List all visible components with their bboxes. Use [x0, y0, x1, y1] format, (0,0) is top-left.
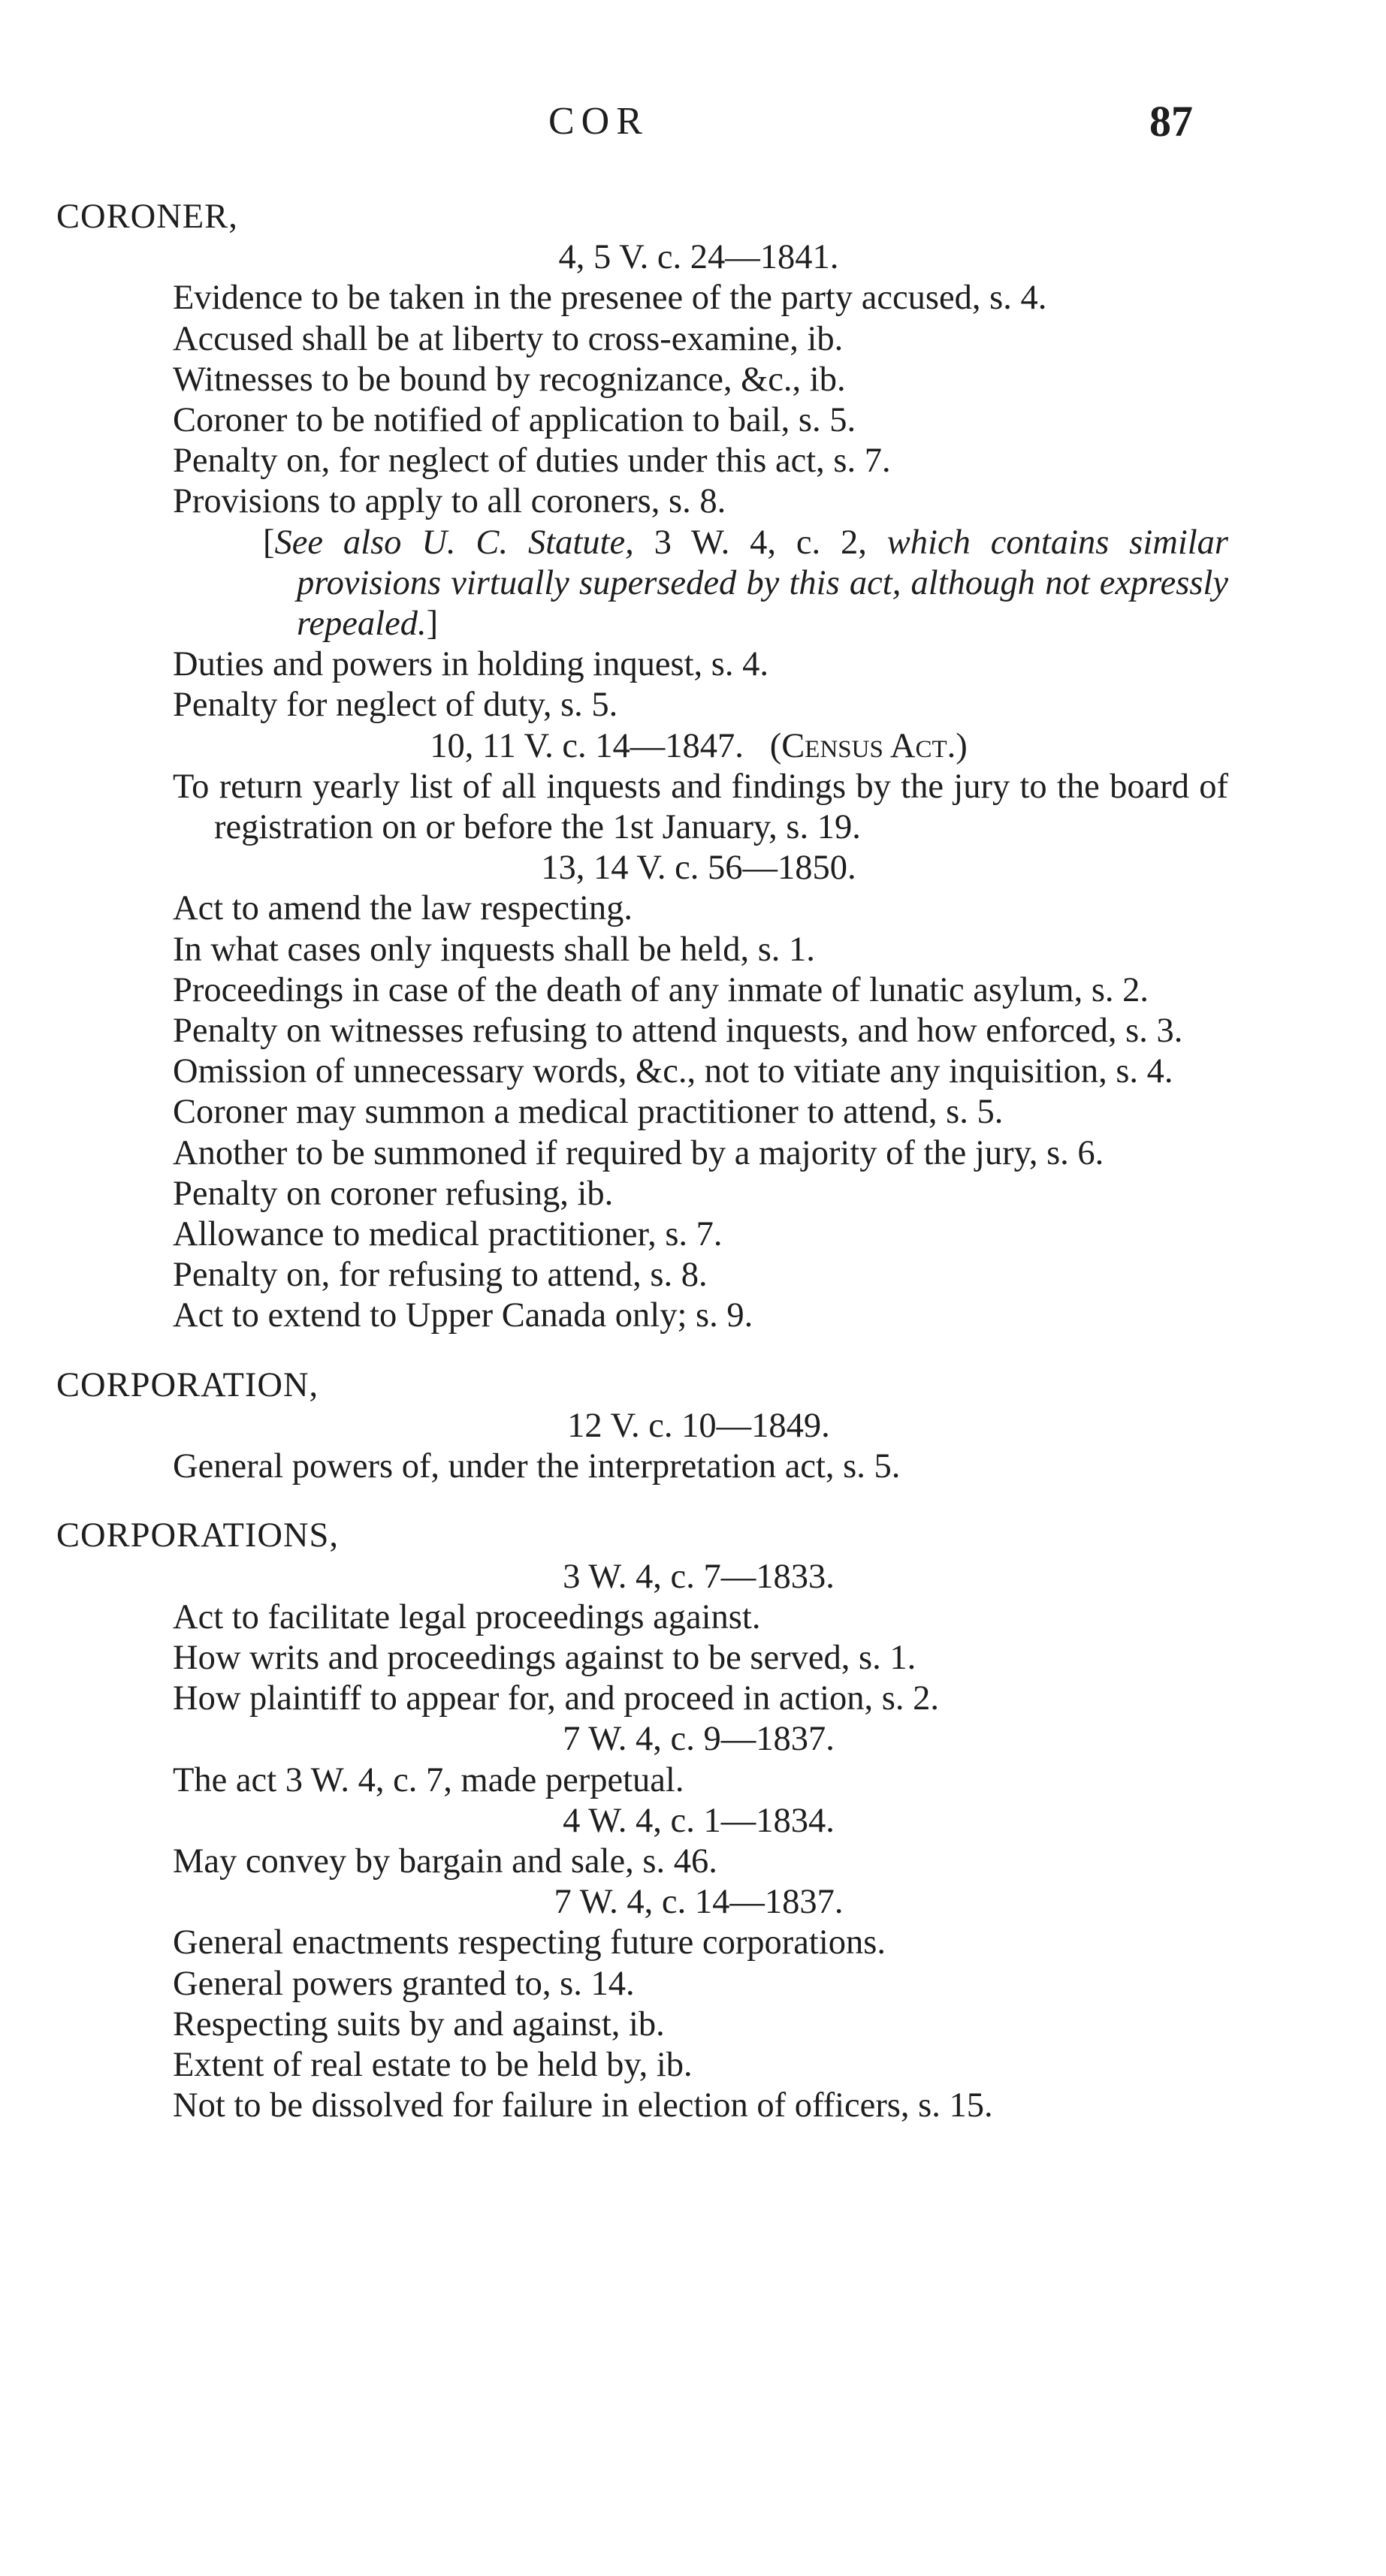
page-number: 87	[1149, 97, 1193, 146]
index-entry: In what cases only inquests shall be held, s. 1.	[173, 930, 815, 969]
index-entry: Provisions to apply to all coroners, s. 8.	[173, 482, 726, 521]
index-entry: Allowance to medical practitioner, s. 7.	[173, 1215, 723, 1254]
index-entry: Penalty for neglect of duty, s. 5.	[173, 686, 618, 725]
act-citation: 12 V. c. 10—1849.	[567, 1406, 830, 1445]
index-entry: How plaintiff to appear for, and proceed in action, s. 2.	[173, 1679, 939, 1718]
index-entry: General powers granted to, s. 14.	[173, 1964, 635, 2003]
index-entry: Accused shall be at liberty to cross-examine, ib.	[173, 319, 844, 358]
index-entry: Respecting suits by and against, ib.	[173, 2004, 665, 2044]
editorial-note	[56, 523, 1228, 645]
section-heading: CORPORATIONS,	[56, 1516, 340, 1555]
index-entry: Penalty on, for refusing to attend, s. 8.	[173, 1256, 708, 1295]
index-entry: How writs and proceedings against to be served, s. 1.	[173, 1638, 916, 1677]
note-see-also: See also U. C. Statute,	[274, 523, 634, 562]
act-citation: 13, 14 V. c. 56—1850.	[541, 849, 856, 888]
index-entry: General powers of, under the interpretation act, s. 5.	[173, 1447, 901, 1486]
index-section-corporation	[56, 1365, 1228, 1488]
act-citation	[56, 726, 1228, 767]
act-citation: 7 W. 4, c. 14—1837.	[554, 1883, 844, 1922]
index-entry: General enactments respecting future corporations.	[173, 1923, 886, 1962]
index-entry: Not to be dissolved for failure in election of officers, s. 15.	[173, 2086, 993, 2125]
note-close-bracket: ]	[426, 605, 439, 644]
index-entry: Penalty on, for neglect of duties under this act, s. 7.	[173, 442, 891, 481]
act-citation: 3 W. 4, c. 7—1833.	[563, 1557, 835, 1596]
index-entry: Act to extend to Upper Canada only; s. 9.	[173, 1296, 753, 1335]
note-citation: 3 W. 4, c. 2,	[654, 523, 867, 562]
index-entry: The act 3 W. 4, c. 7, made perpetual.	[173, 1760, 684, 1799]
act-citation: 4 W. 4, c. 1—1834.	[563, 1801, 835, 1840]
index-entry: Duties and powers in holding inquest, s. 4.	[173, 645, 769, 684]
index-entry: Omission of unnecessary words, &c., not to vitiate any inquisition, s. 4.	[173, 1052, 1173, 1091]
index-entry: Proceedings in case of the death of any inmate of lunatic asylum, s. 2.	[173, 970, 1149, 1009]
index-section-coroner	[56, 197, 1228, 1337]
index-entry: Witnesses to be bound by recognizance, &c., ib.	[173, 360, 846, 399]
running-head: COR	[548, 100, 649, 143]
page-header	[0, 90, 1386, 158]
index-entry: Coroner may summon a medical practitioner to attend, s. 5.	[173, 1093, 1004, 1132]
note-open-bracket: [	[263, 523, 275, 562]
index-entry: Another to be summoned if required by a majority of the jury, s. 6.	[173, 1133, 1104, 1172]
index-section-corporations	[56, 1516, 1228, 2126]
act-citation: 7 W. 4, c. 9—1837.	[563, 1720, 835, 1759]
index-entry: Act to facilitate legal proceedings against.	[173, 1597, 761, 1636]
index-entry: Extent of real estate to be held by, ib.	[173, 2045, 693, 2084]
index-entry: Penalty on witnesses refusing to attend inquests, and how enforced, s. 3.	[173, 1012, 1183, 1051]
index-entry: Evidence to be taken in the presenee of the party accused, s. 4.	[173, 279, 1047, 318]
index-entry: Act to amend the law respecting.	[173, 889, 633, 928]
section-heading: CORPORATION,	[56, 1365, 319, 1404]
index-entry: May convey by bargain and sale, s. 46.	[173, 1842, 717, 1881]
index-entry: To return yearly list of all inquests and findings by the jury to the board of registration on or before the 1st January, s. 19.	[173, 767, 1228, 847]
index-entry: Coroner to be notified of application to bail, s. 5.	[173, 401, 856, 440]
index-body	[56, 197, 1228, 2126]
note-text: which contains similar provisions virtually superseded by this act, although not expressly repealed.	[297, 523, 1229, 644]
section-heading: CORONER,	[56, 198, 238, 236]
act-citation-text: 10, 11 V. c. 14—1847.	[430, 726, 744, 765]
index-entry: Penalty on coroner refusing, ib.	[173, 1174, 614, 1213]
act-short-title: (Census Act.)	[769, 726, 968, 765]
act-citation: 4, 5 V. c. 24—1841.	[558, 238, 839, 277]
